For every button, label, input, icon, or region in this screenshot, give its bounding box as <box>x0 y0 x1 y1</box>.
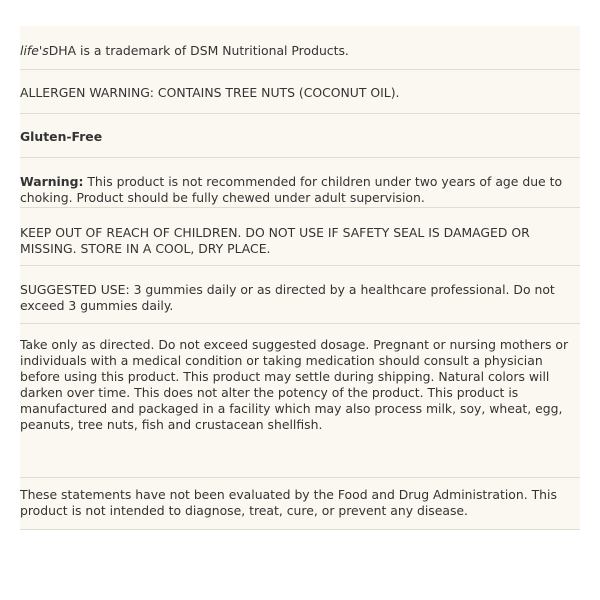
gluten-free-section <box>20 114 580 158</box>
gluten-free-label: Gluten-Free <box>20 129 103 144</box>
trademark-statement: is a trademark of DSM Nutritional Products. <box>76 43 349 58</box>
choking-warning-section <box>20 158 580 208</box>
fda-disclaimer-text: These statements have not been evaluated by the Food and Drug Administration. This product is not intended to diagnose, treat, cure, or prevent any disease. <box>20 487 557 518</box>
warning-label: Warning: <box>20 174 84 189</box>
suggested-use-section <box>20 266 580 324</box>
trademark-text <box>20 43 580 59</box>
trademark-section <box>20 26 580 70</box>
brand-italic: life's <box>20 43 49 58</box>
warning-body: This product is not recommended for children under two years of age due to choking. Product should be fully chewed under adult supervision. <box>20 174 563 205</box>
storage-section <box>20 208 580 266</box>
suggested-use-text: SUGGESTED USE: 3 gummies daily or as directed by a healthcare professional. Do not exceed 3 gummies daily. <box>20 282 555 313</box>
allergen-section <box>20 70 580 114</box>
choking-warning-text <box>20 174 580 206</box>
allergen-warning-text: ALLERGEN WARNING: CONTAINS TREE NUTS (COCONUT OIL). <box>20 85 400 100</box>
directions-text: Take only as directed. Do not exceed suggested dosage. Pregnant or nursing mothers or individuals with a medical condition or taking medication should consult a physician before using this product. This product may settle during shipping. Natural colors will darken over time. This does not alter the potency of the product. This product is manufactured and packaged in a facility which may also process milk, soy, wheat, egg, peanuts, tree nuts, fish and crustacean shellfish. <box>20 337 569 432</box>
fda-disclaimer-section <box>20 478 580 530</box>
brand-rest: DHA <box>48 43 77 58</box>
storage-text: KEEP OUT OF REACH OF CHILDREN. DO NOT USE IF SAFETY SEAL IS DAMAGED OR MISSING. STORE IN A COOL, DRY PLACE. <box>20 225 530 256</box>
directions-section <box>20 324 580 478</box>
